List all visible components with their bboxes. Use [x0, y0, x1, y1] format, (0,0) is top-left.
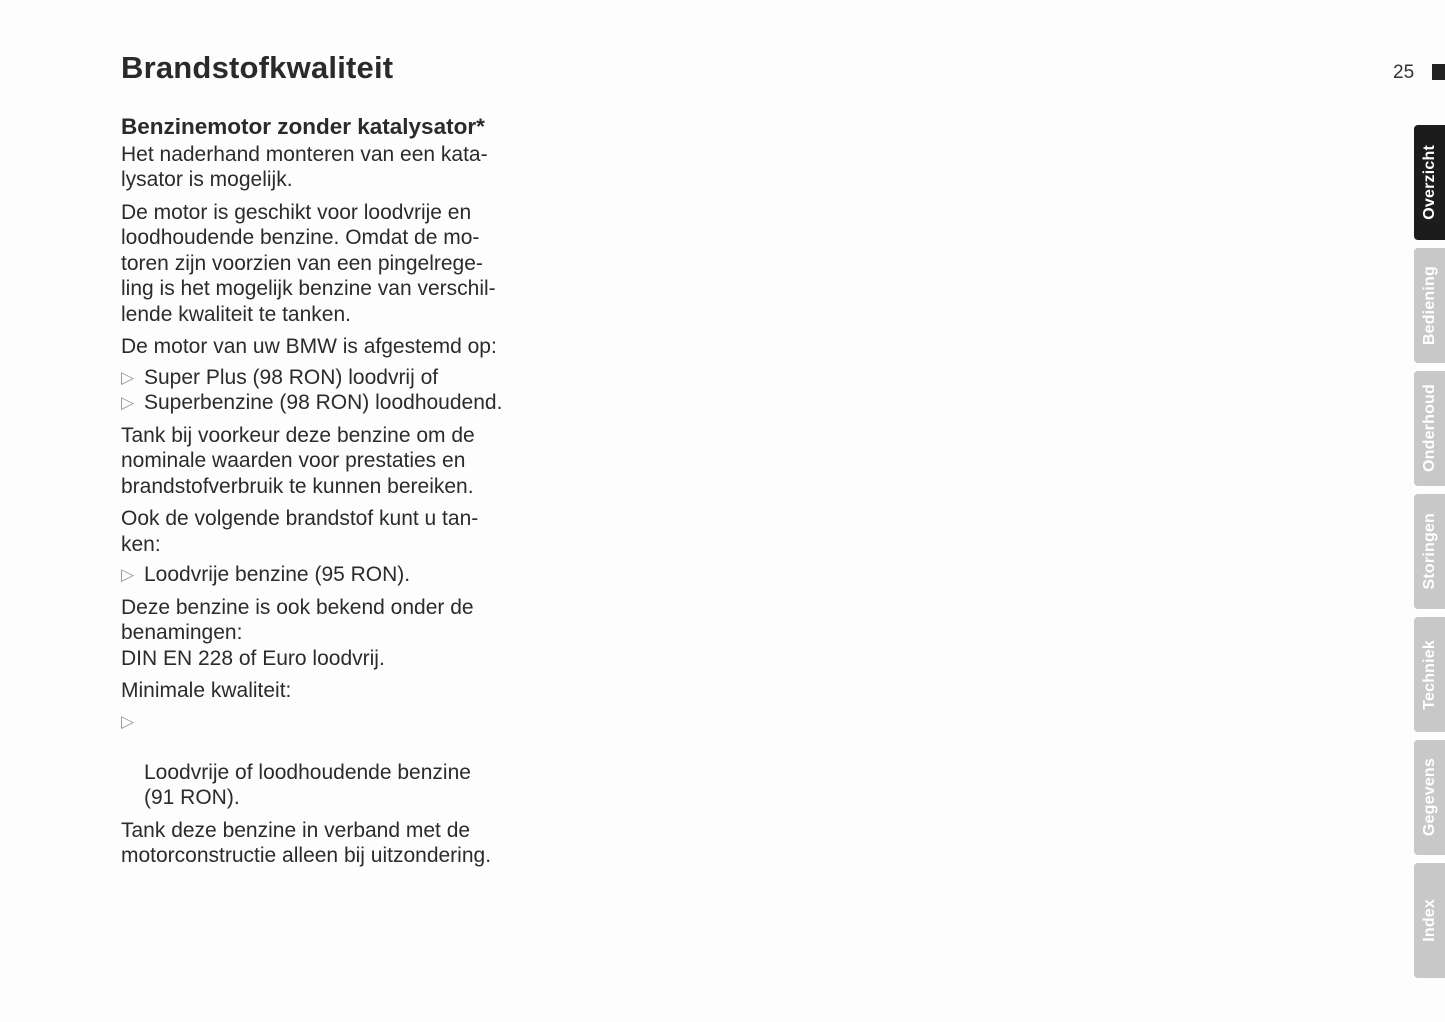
tab-gegevens[interactable]	[1414, 740, 1445, 855]
page-marker	[1432, 64, 1445, 80]
fuel-list-preferred	[121, 365, 551, 416]
section-heading: Benzinemotor zonder katalysator*	[121, 114, 485, 139]
paragraph-minimum: Minimale kwaliteit:	[121, 679, 292, 702]
paragraph-preference: Tank bij voorkeur deze benzine om de nominale waarden voor prestaties en brandstofverbruik te kunnen bereiken.	[121, 423, 475, 498]
triangle-right-outline-icon: ▷	[121, 711, 135, 731]
tab-label: Techniek	[1420, 639, 1438, 710]
content-column	[121, 114, 551, 876]
page-number: 25	[1393, 62, 1415, 83]
tab-label: Storingen	[1420, 513, 1438, 590]
list-item	[121, 365, 551, 391]
tab-label: Gegevens	[1420, 758, 1438, 837]
list-item-text: Loodvrije benzine (95 RON).	[144, 563, 411, 586]
triangle-right-outline-icon: ▷	[121, 565, 135, 584]
list-item-text: Loodvrije of loodhoudende benzine (91 RON).	[144, 760, 471, 809]
page-title: Brandstofkwaliteit	[121, 50, 394, 85]
paragraph-names: Deze benzine is ook bekend onder de benamingen: DIN EN 228 of Euro loodvrij.	[121, 595, 474, 670]
tab-overzicht[interactable]	[1414, 125, 1445, 240]
list-item	[121, 709, 551, 811]
tab-techniek[interactable]	[1414, 617, 1445, 732]
fuel-list-alternative	[121, 562, 551, 588]
fuel-list-minimum	[121, 709, 551, 811]
tab-storingen[interactable]	[1414, 494, 1445, 609]
tab-label: Onderhoud	[1420, 384, 1438, 473]
tab-label: Bediening	[1420, 265, 1438, 346]
paragraph-exception: Tank deze benzine in verband met de motorconstructie alleen bij uitzondering.	[121, 818, 492, 867]
paragraph-tuned-for: De motor van uw BMW is afgestemd op:	[121, 335, 497, 358]
paragraph-alternative: Ook de volgende brandstof kunt u tan- ken:	[121, 507, 479, 556]
tab-index[interactable]	[1414, 863, 1445, 978]
list-item	[121, 390, 551, 416]
list-item-text: Super Plus (98 RON) loodvrij of	[144, 365, 439, 389]
list-item	[121, 562, 551, 588]
tab-label: Index	[1420, 899, 1438, 942]
tab-bediening[interactable]	[1414, 248, 1445, 363]
triangle-right-outline-icon: ▷	[121, 393, 135, 412]
paragraph-retrofit: Het naderhand monteren van een kata- lysator is mogelijk.	[121, 142, 488, 191]
tab-label: Overzicht	[1420, 145, 1438, 220]
paragraph-suitability: De motor is geschikt voor loodvrije en loodhoudende benzine. Omdat de mo- toren zijn voorzien van een pingelrege- ling is het mogelijk benzine van verschil- lende kwaliteit te tanken.	[121, 200, 496, 326]
list-item-text: Superbenzine (98 RON) loodhoudend.	[144, 391, 503, 414]
triangle-right-outline-icon: ▷	[121, 367, 135, 387]
tab-onderhoud[interactable]	[1414, 371, 1445, 486]
